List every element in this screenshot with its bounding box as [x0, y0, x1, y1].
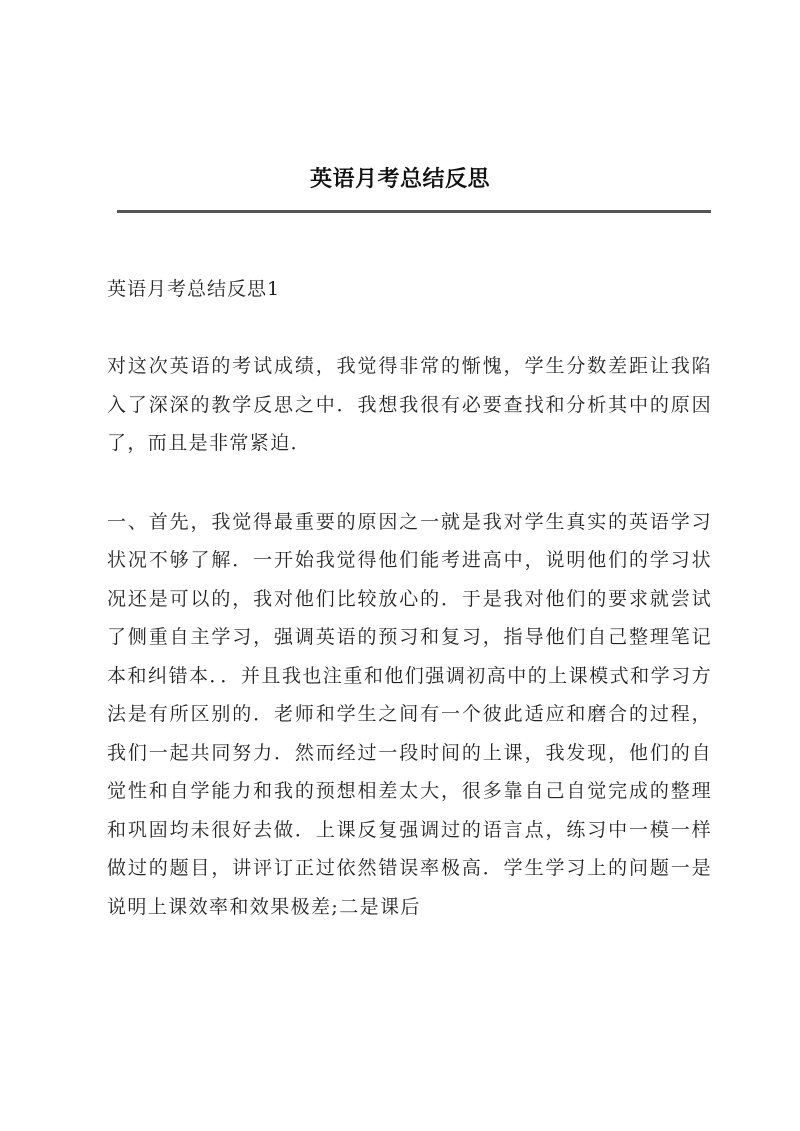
document-body [107, 270, 712, 926]
page-title: 英语月考总结反思 [309, 166, 490, 192]
paragraph-1: 对这次英语的考试成绩，我觉得非常的惭愧，学生分数差距让我陷入了深深的教学反思之中．我想我很有必要查找和分析其中的原因了，而且是非常紧迫． [107, 355, 712, 454]
section-heading: 英语月考总结反思1 [107, 278, 281, 300]
title-divider [117, 210, 711, 213]
paragraph-2: 一、首先，我觉得最重要的原因之一就是我对学生真实的英语学习状况不够了解．一开始我觉得他们能考进高中，说明他们的学习状况还是可以的，我对他们比较放心的．于是我对他们的要求就尝试了侧重自主学习，强调英语的预习和复习，指导他们自己整理笔记本和纠错本．．并且我也注重和他们强调初高中的上课模式和学习方法是有所区别的．老师和学生之间有一个彼此适应和磨合的过程，我们一起共同努力．然而经过一段时间的上课，我发现，他们的自觉性和自学能力和我的预想相差太大，很多靠自己自觉完成的整理和巩固均未很好去做．上课反复强调过的语言点，练习中一模一样做过的题目，讲评订正过依然错误率极高．学生学习上的问题一是说明上课效率和效果极差;二是课后 [107, 510, 712, 918]
